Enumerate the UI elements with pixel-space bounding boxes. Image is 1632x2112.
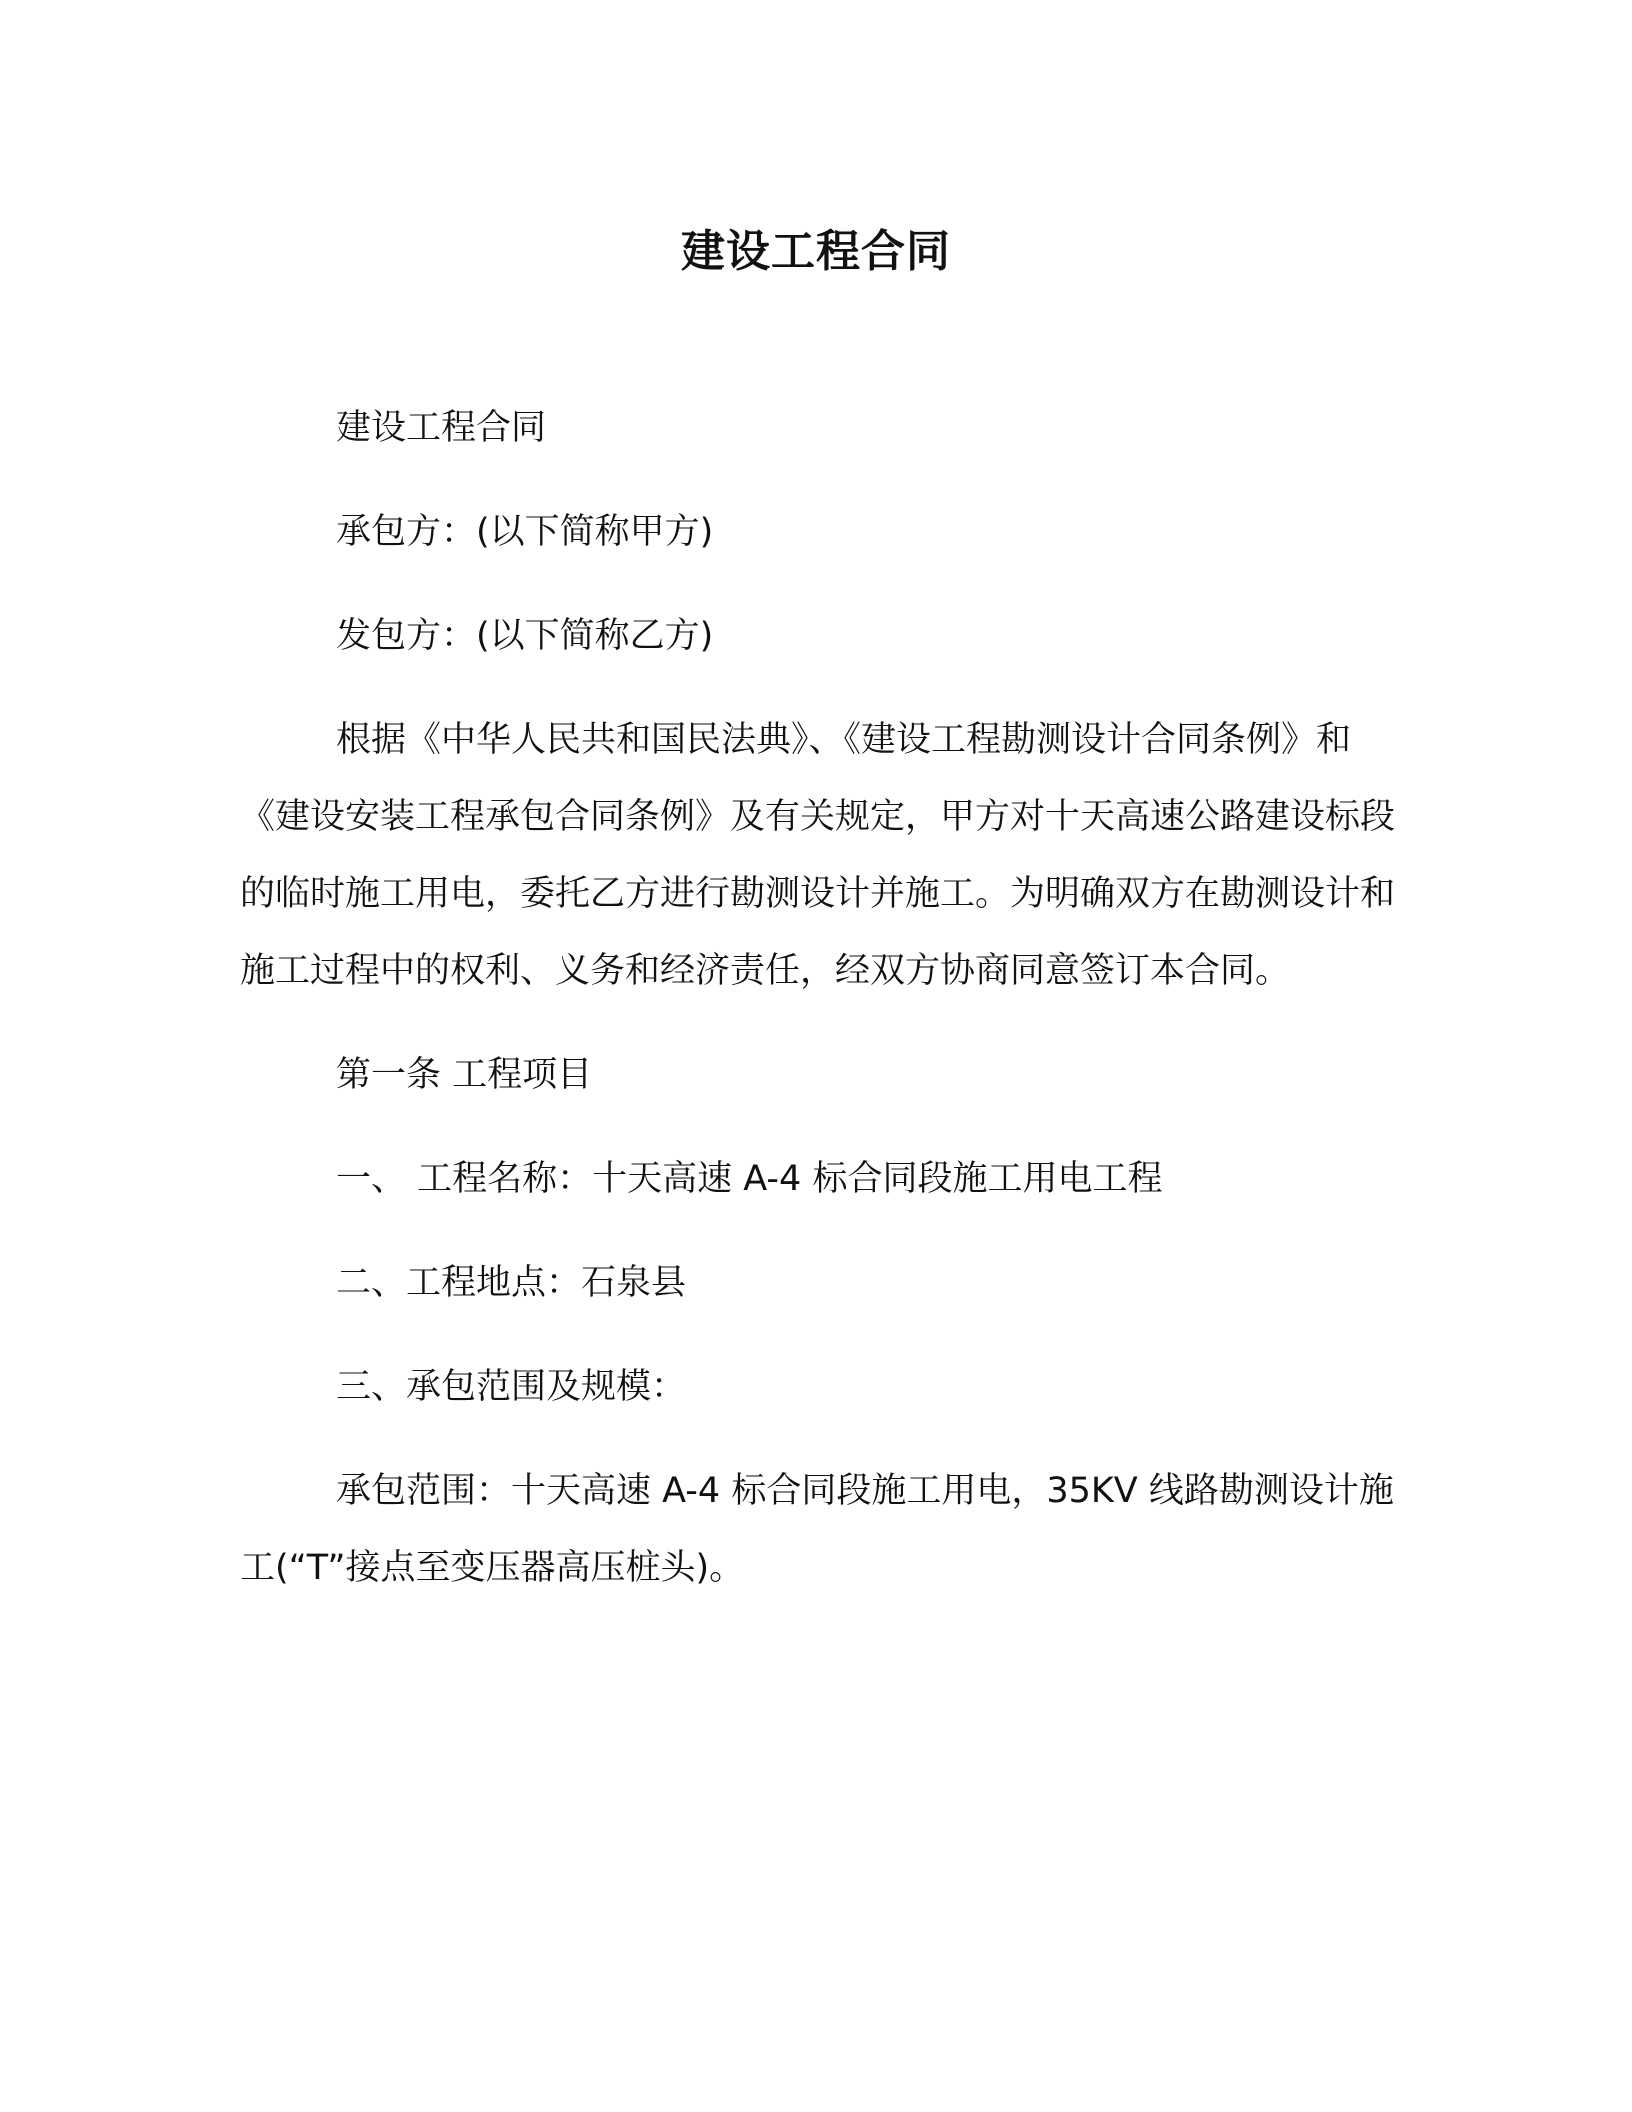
project-name-line: 一、 工程名称：十天高速 A-4 标合同段施工用电工程 [336, 1159, 1163, 1199]
article-one-heading: 第一条 工程项目 [336, 1055, 593, 1095]
document-body [240, 390, 1400, 1634]
scope-paragraph: 承包范围：十天高速 A-4 标合同段施工用电，35KV 线路勘测设计施工(“T”接点至变压器高压桩头)。 [240, 1471, 1394, 1588]
client-line: 发包方：(以下简称乙方) [336, 616, 714, 656]
contract-heading: 建设工程合同 [336, 408, 547, 448]
contractor-line: 承包方：(以下简称甲方) [336, 512, 714, 552]
project-location-line: 二、工程地点：石泉县 [336, 1263, 687, 1303]
scope-heading: 三、承包范围及规模： [336, 1367, 687, 1407]
preamble-paragraph: 根据《中华人民共和国民法典》、《建设工程勘测设计合同条例》和《建设安装工程承包合同条例》及有关规定，甲方对十天高速公路建设标段的临时施工用电，委托乙方进行勘测设计并施工。为明确双方在勘测设计和施工过程中的权利、义务和经济责任，经双方协商同意签订本合同。 [240, 720, 1396, 991]
document-title: 建设工程合同 [681, 226, 951, 277]
